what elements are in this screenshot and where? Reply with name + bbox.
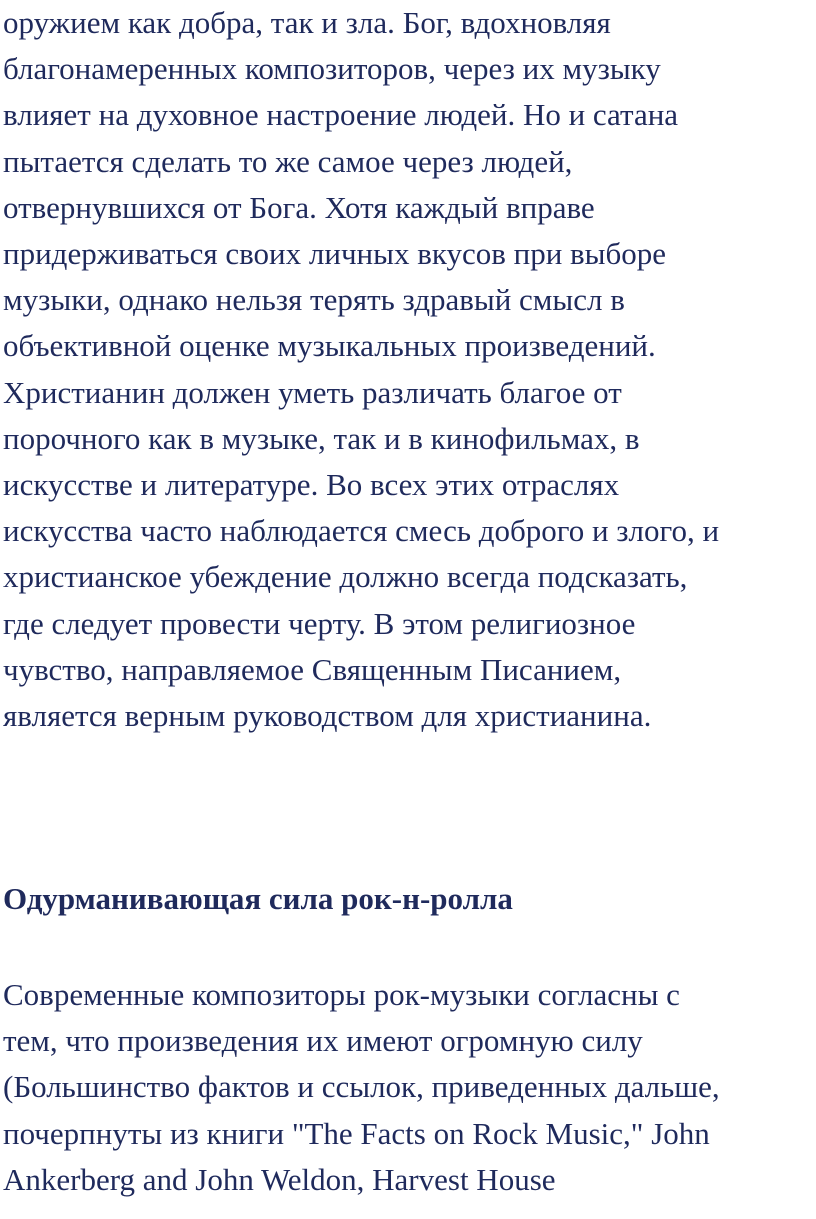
text-line: является верным руководством для христианина. — [3, 698, 652, 734]
text-line: отвернувшихся от Бога. Хотя каждый вправе — [3, 189, 595, 225]
text-line: порочного как в музыке, так и в кинофильмах, в — [3, 420, 640, 456]
text-line: где следует провести черту. В этом религиозное — [3, 605, 636, 641]
paragraph-music-discernment — [3, 0, 719, 739]
text-line: Современные композиторы рок-музыки согласны с — [3, 977, 680, 1012]
text-line: чувство, направляемое Священным Писанием, — [3, 651, 622, 687]
text-line: оружием как добра, так и зла. Бог, вдохновляя — [3, 5, 611, 40]
text-line: влияет на духовное настроение людей. Но и сатана — [3, 97, 679, 133]
text-line: придерживаться своих личных вкусов при выборе — [3, 236, 667, 272]
text-line: искусстве и литературе. Во всех этих отраслях — [3, 467, 620, 503]
section-heading: Одурманивающая сила рок-н-ролла — [3, 881, 513, 916]
text-line: (Большинство фактов и ссылок, приведенных дальше, — [3, 1069, 720, 1105]
paragraph-rock-music-power — [3, 972, 720, 1203]
text-line: искусства часто наблюдается смесь доброго и злого, и — [3, 513, 720, 549]
text-line: Ankerberg and John Weldon, Harvest House — [3, 1161, 556, 1197]
text-line: тем, что произведения их имеют огромную силу — [3, 1023, 643, 1059]
text-line: христианское убеждение должно всегда подсказать, — [3, 559, 688, 595]
text-line: почерпнуты из книги "The Facts on Rock Music," John — [3, 1115, 710, 1151]
text-line: пытается сделать то же самое через людей, — [3, 143, 573, 179]
text-line: объективной оценке музыкальных произведений. — [3, 328, 656, 364]
text-line: Христианин должен уметь различать благое от — [3, 374, 622, 410]
text-line: благонамеренных композиторов, через их музыку — [3, 51, 661, 87]
text-line: музыки, однако нельзя терять здравый смысл в — [3, 282, 625, 318]
